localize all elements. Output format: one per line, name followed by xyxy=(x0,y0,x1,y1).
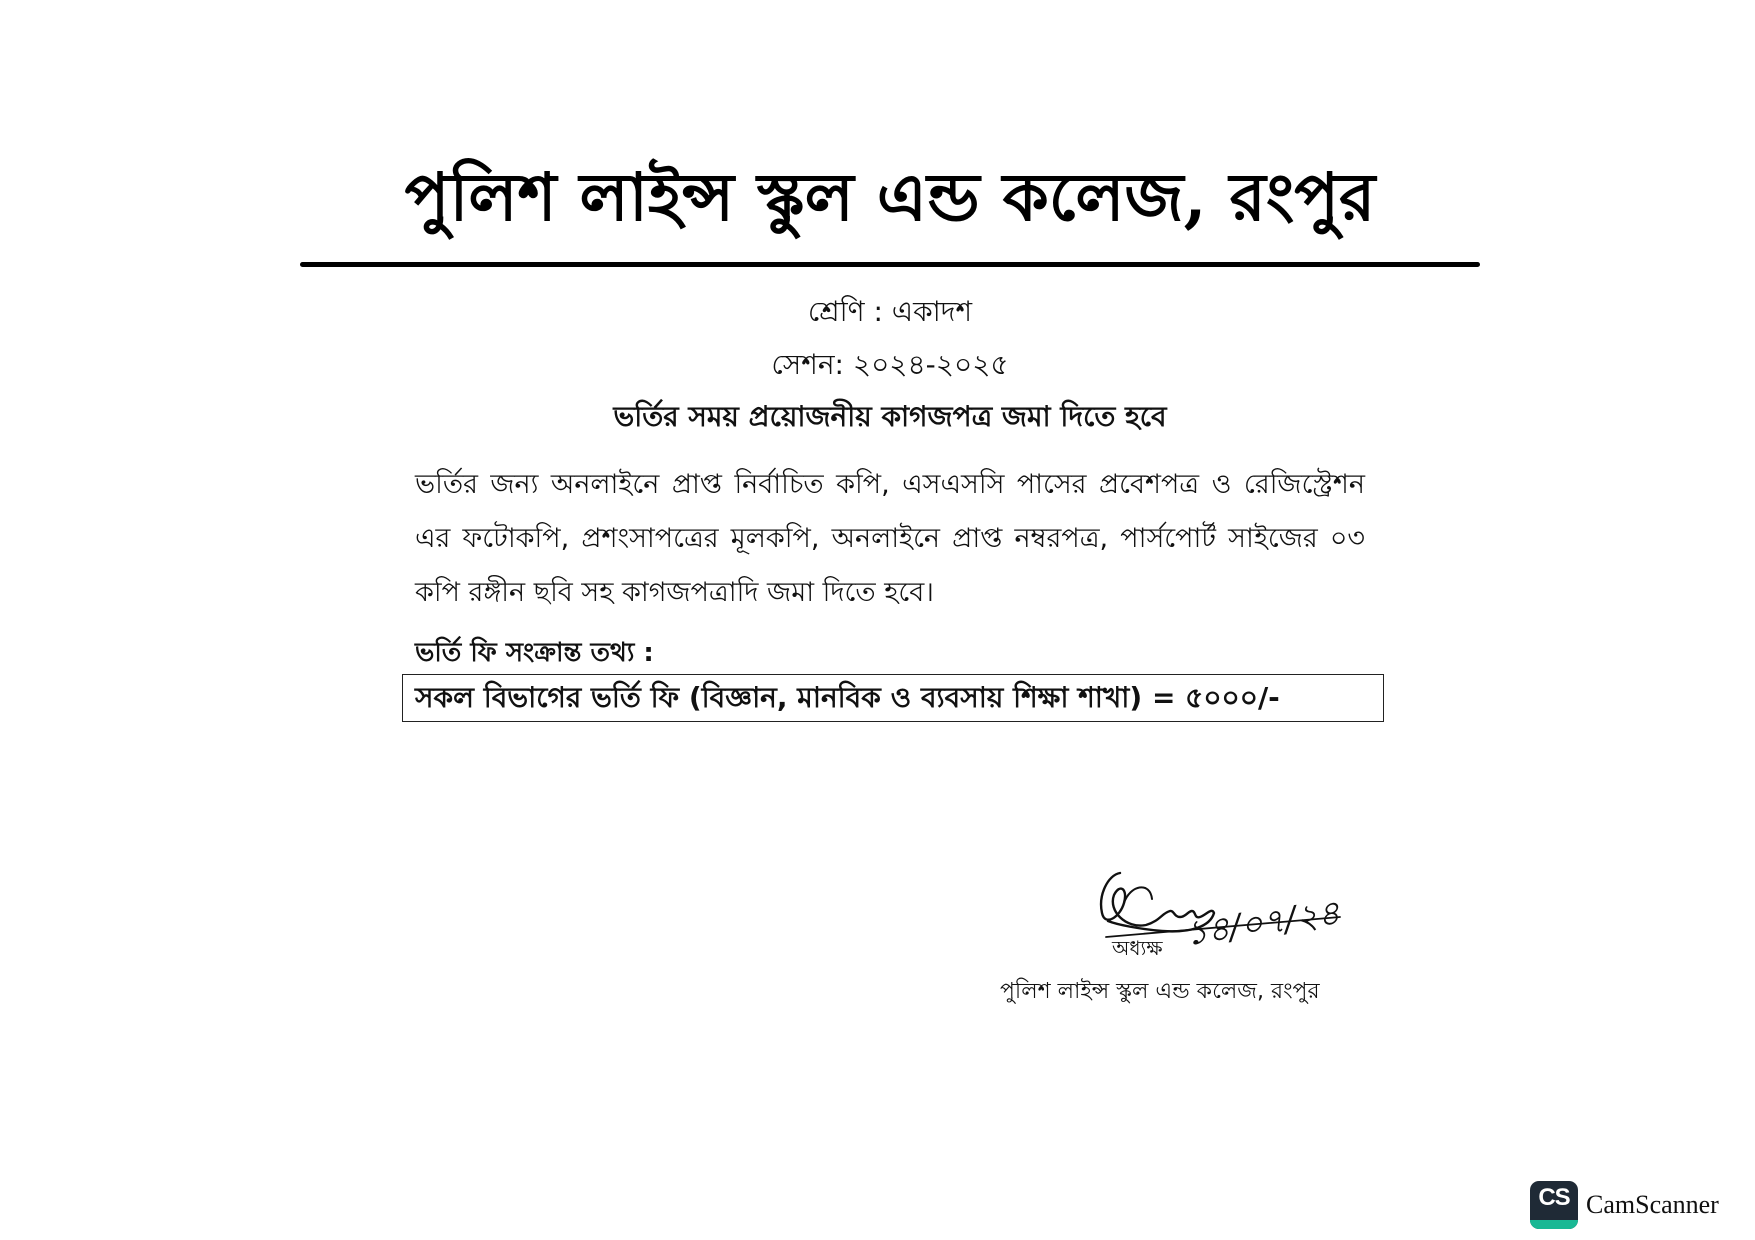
institution-title: পুলিশ লাইন্স স্কুল এন্ড কলেজ, রংপুর xyxy=(404,158,1376,236)
fee-box: সকল বিভাগের ভর্তি ফি (বিজ্ঞান, মানবিক ও ব্যবসায় শিক্ষা শাখা) = ৫০০০/- xyxy=(402,674,1384,722)
title-underline xyxy=(300,262,1480,267)
camscanner-logo-text: CS xyxy=(1538,1184,1570,1211)
fee-heading: ভর্তি ফি সংক্রান্ত তথ্য : xyxy=(415,638,654,668)
camscanner-logo-icon xyxy=(1530,1181,1578,1229)
session-line: সেশন: ২০২৪-২০২৫ xyxy=(771,348,1009,381)
requirements-heading: ভর্তির সময় প্রয়োজনীয় কাগজপত্র জমা দিতে হবে xyxy=(613,400,1167,433)
institution-signature-line: পুলিশ লাইন্স স্কুল এন্ড কলেজ, রংপুর xyxy=(1000,979,1320,1004)
requirements-paragraph: ভর্তির জন্য অনলাইনে প্রাপ্ত নির্বাচিত কপি, এসএসসি পাসের প্রবেশপত্র ও রেজিস্ট্রেশন এর ফটোকপি, প্রশংসাপত্রের মূলকপি, অনলাইনে প্রাপ্ত নম্বরপত্র, পার্সপোর্ট সাইজের ০৩ কপি রঙ্গীন ছবি সহ কাগজপত্রাদি জমা দিতে হবে। xyxy=(415,469,1365,608)
camscanner-name: CamScanner xyxy=(1586,1190,1719,1219)
camscanner-logo-bar xyxy=(1530,1220,1578,1229)
camscanner-watermark xyxy=(1530,1181,1719,1229)
class-line: শ্রেণি : একাদশ xyxy=(807,295,973,328)
principal-designation: অধ্যক্ষ xyxy=(1112,936,1163,960)
signature-date: ১৪/০৭/২৪ xyxy=(1182,892,1343,955)
